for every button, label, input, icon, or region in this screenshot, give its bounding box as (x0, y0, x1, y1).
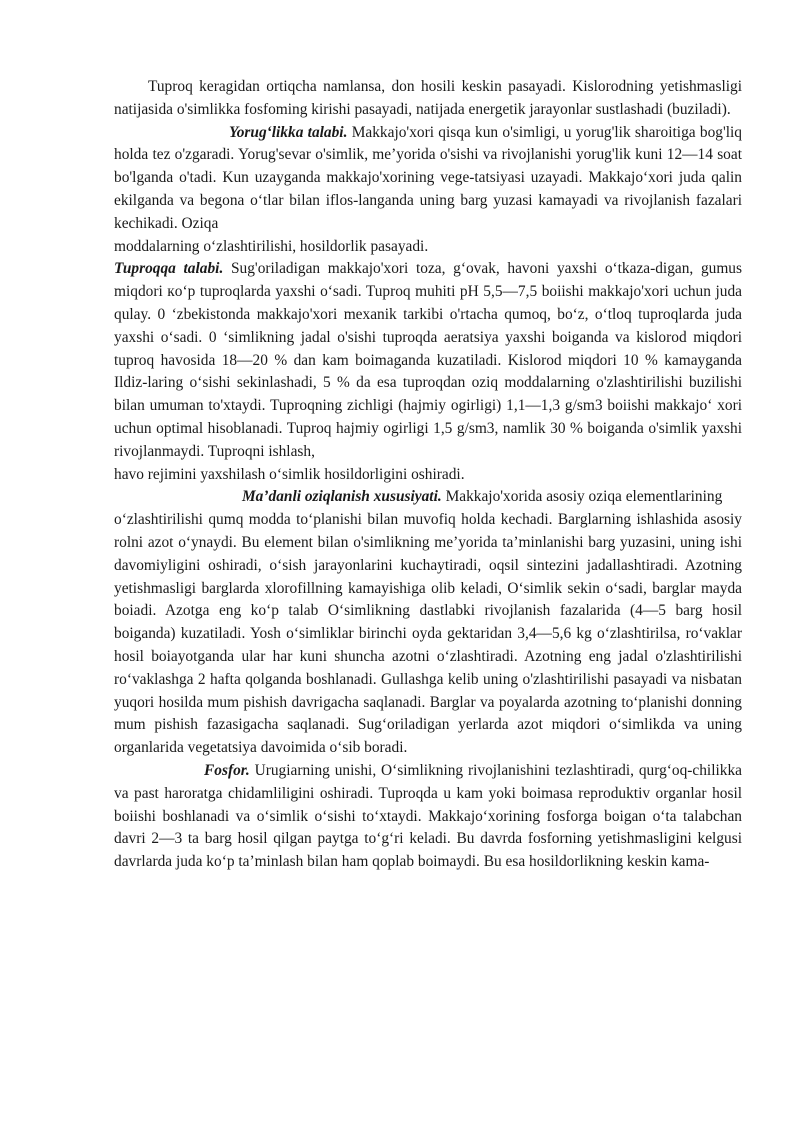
paragraph-soil-moisture: Tuproq keragidan ortiqcha namlansa, don hosili keskin pasayadi. Kislorodning yetishmasligi natijasida o'simlikka fosfoming kirishi pasayadi, natijada energetik jarayonlar sustlashadi (buziladi). (114, 78, 742, 118)
paragraph-phosphorus (114, 760, 742, 874)
section-heading-light: Yorug‘likka talabi. (229, 123, 348, 141)
paragraph-soil-text: Sug'oriladigan makkajo'xori toza, g‘ovak, havoni yaxshi o‘tkaza-digan, gumus miqdori кo‘p tuproqlarda yaxshi o‘sadi. Tuproq muhiti pH 5,5—7,5 boiishi makkajo'xori uchun juda qulay. 0 ‘zbekistonda makkajo'xori mexanik tarkibi o'rtacha qumoq, bo‘z, o‘tloq tuproqlarda juda yaxshi o‘sadi. 0 ‘simlikning jadal o'sishi tuproqda aeratsiya yaxshi boiganda va kislorod miqdori tuproq havosida 18—20 % dan kam boimaganda kuzatiladi. Kislorod miqdori 10 % kamayganda Ildiz-laring o‘sishi sekinlashadi, 5 % da esa tuproqdan oziq moddalarning o'zlashtirilishi buzilishi bilan umuman to'xtaydi. Tuproqning zichligi (hajmiy ogirligi) 1,1—1,3 g/sm3 boiishi makkajo‘ xori uchun optimal hisoblanadi. Tuproq hajmiy ogirligi 1,5 g/sm3, namlik 30 % boiganda o'simlik yaxshi rivojlanmaydi. Tuproqni ishlash, (114, 260, 742, 460)
paragraph-soil-requirement (114, 258, 742, 463)
section-heading-mineral: Ma’danli oziqlanish xususiyati. (242, 488, 442, 506)
paragraph-air-regime: havo rejimini yaxshilash o‘simlik hosildorligini oshiradi. (114, 465, 465, 483)
document-page (114, 76, 742, 874)
section-heading-soil: Tuproqqa talabi. (114, 260, 224, 278)
paragraph-nitrogen: o‘zlashtirilishi qumq modda to‘planishi bilan muvofiq holda kechadi. Barglarning ishlashida asosiy rolni azot o‘ynaydi. Bu element bilan o'simlikning me’yorida ta’minlanishi barg yuzasini, uning ishi davomiyligini oshiradi, o‘sish jarayonlarini kuchaytiradi, oqsil sintezini jadallashtiradi. Azotning yetishmasligi barglarda xlorofillning kamayishiga olib keladi, O‘simlik sekin o‘sadi, barglar mayda boiadi. Azotga eng ko‘p talab O‘simlikning dastlabki rivojlanish fazalarida (4—5 barg hosil boiganda) kuzatiladi. Yosh o‘simliklar birinchi oyda gektaridan 3,4—5,6 kg o‘zlashtirilsa, ro‘vaklar hosil boiayotganda ular har kuni shuncha azotni o‘zlashtiradi. Azotning eng jadal o'zlashtirilishi ro‘vaklashga 2 hafta qolganda boshlanadi. Gullashga kelib uning o'zlashtirilishi pasayadi va nisbatan yuqori hosilda mum pishish davrigacha saqlanadi. Barglar va poyalarda azotning to‘planishi donning mum pishish fazasigacha saqlanadi. Sug‘oriladigan yerlarda azot miqdori o‘simlikda va uning organlarida vegetatsiya davoimida o‘sib boradi. (114, 511, 742, 757)
paragraph-nutrient-uptake: moddalarning o‘zlashtirilishi, hosildorlik pasayadi. (114, 237, 429, 255)
paragraph-mineral-nutrition (114, 486, 742, 509)
section-heading-phosphorus: Fosfor. (204, 761, 250, 779)
paragraph-phosphorus-text: Urugiarning unishi, O‘simlikning rivojlanishini tezlashtiradi, qurg‘oq-chilikka va past haroratga chidamliligini oshiradi. Tuproqda u kam yoki boimasa reproduktiv organlar hosil boiishi boshlanadi va o‘simlik o‘sishi to‘xtaydi. Makkajo‘xorining fosforga boigan o‘ta talabchan davri 2—3 ta barg hosil qilgan paytga to‘g‘ri keladi. Bu davrda fosforning yetishmasligini kelgusi davrlarda juda ko‘p ta’minlash bilan ham qoplab boimaydi. Bu esa hosildorlikning keskin kama- (114, 761, 742, 871)
paragraph-light-text: Makkajo'xori qisqa kun o'simligi, u yorug'lik sharoitiga bog'liq holda tez o'zgaradi. Yorug'sevar o'simlik, me’yorida o'sishi va rivojlanishi yorug'lik kuni 12—14 soat bo'lganda o'tadi. Kun uzayganda makkajo'xorining vege-tatsiyasi uzayadi. Makkajo‘xori juda qalin ekilganda va begona o‘tlar bilan iflos-langanda uning barg yuzasi kamayadi va rivojlanish fazalari kechikadi. Oziqa (114, 123, 742, 232)
paragraph-mineral-text: Makkajo'xorida asosiy oziqa elementlarining (441, 488, 723, 506)
paragraph-light-requirement (114, 122, 742, 236)
